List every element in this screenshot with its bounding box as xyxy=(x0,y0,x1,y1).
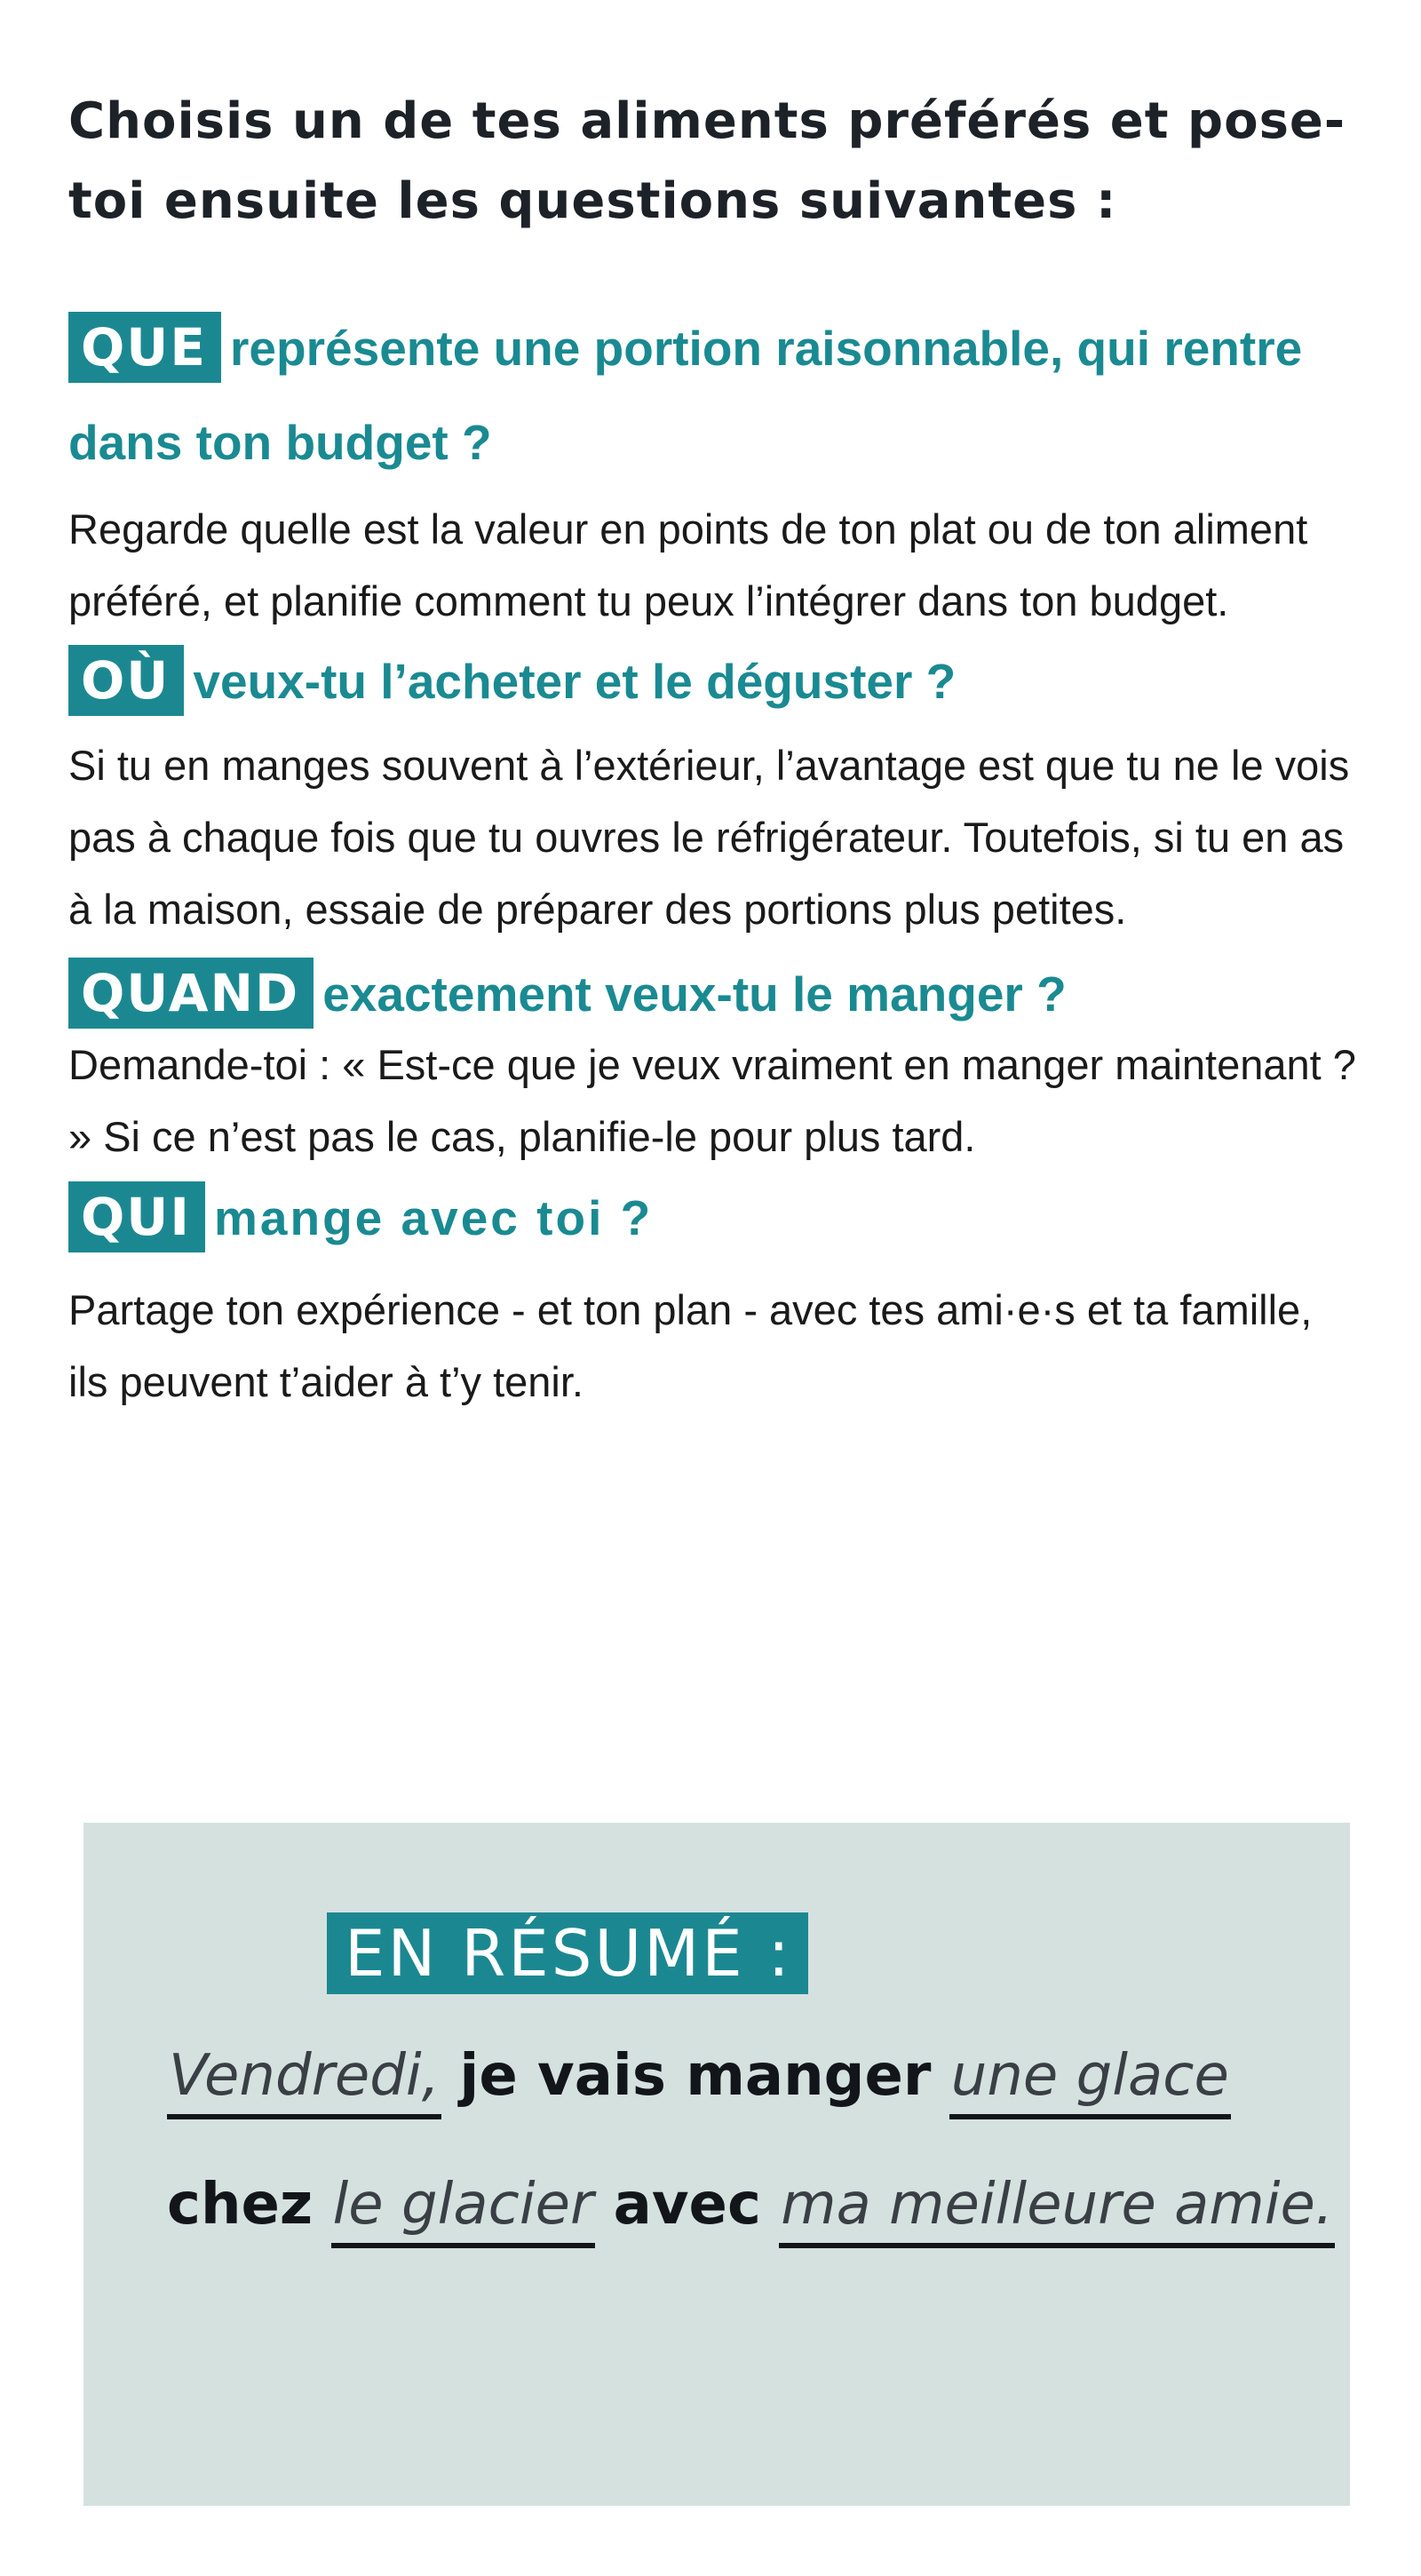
summary-line-2 xyxy=(167,2165,1335,2248)
section-body: Regarde quelle est la valeur en points de ton plat ou de ton aliment préféré, et planifie comment tu peux l’intégrer dans ton budget. xyxy=(68,505,1308,624)
intro-heading: Choisis un de tes aliments préférés et pose-toi ensuite les questions suivantes : xyxy=(68,92,1346,230)
question-text: exactement veux-tu le manger ? xyxy=(322,966,1067,1022)
question-badge: QUAND xyxy=(68,958,314,1029)
summary-phrase: chez xyxy=(167,2172,314,2238)
when-blank: Vendredi, xyxy=(167,2039,441,2119)
question-text: mange avec toi ? xyxy=(213,1190,654,1245)
question-badge: QUI xyxy=(68,1181,205,1252)
question-text: représente une portion raisonnable, qui rentre dans ton budget ? xyxy=(68,321,1303,470)
question-text: veux-tu l’acheter et le déguster ? xyxy=(193,654,957,709)
what-blank: une glace xyxy=(949,2039,1231,2119)
who-blank: ma meilleure amie. xyxy=(779,2168,1335,2248)
section-heading xyxy=(68,634,1356,728)
summary-line-1 xyxy=(167,2036,1231,2119)
section-qui xyxy=(68,1171,1356,1418)
section-body: Si tu en manges souvent à l’extérieur, l’avantage est que tu ne le vois pas à chaque fois que tu ouvres le réfrigérateur. Toutefois, si tu en as à la maison, essaie de préparer des portions plus petites. xyxy=(68,742,1350,933)
section-quand xyxy=(68,947,1356,1173)
section-body: Partage ton expérience - et ton plan - avec tes ami·e·s et ta famille, ils peuvent t’aider à t’y tenir. xyxy=(68,1286,1313,1405)
summary-box xyxy=(83,1823,1350,2506)
summary-title: EN RÉSUMÉ : xyxy=(327,1912,808,1994)
question-badge: OÙ xyxy=(68,645,184,716)
section-ou xyxy=(68,634,1356,945)
section-que xyxy=(68,301,1356,637)
summary-phrase: je vais manger xyxy=(459,2043,932,2109)
document-page xyxy=(68,82,1356,1418)
section-heading xyxy=(68,947,1356,1041)
question-badge: QUE xyxy=(68,312,221,383)
section-heading xyxy=(68,301,1356,489)
where-blank: le glacier xyxy=(331,2168,596,2248)
summary-phrase: avec xyxy=(613,2172,761,2238)
section-heading xyxy=(68,1171,1356,1265)
section-body: Demande-toi : « Est-ce que je veux vraiment en manger maintenant ? » Si ce n’est pas le cas, planifie-le pour plus tard. xyxy=(68,1041,1356,1160)
